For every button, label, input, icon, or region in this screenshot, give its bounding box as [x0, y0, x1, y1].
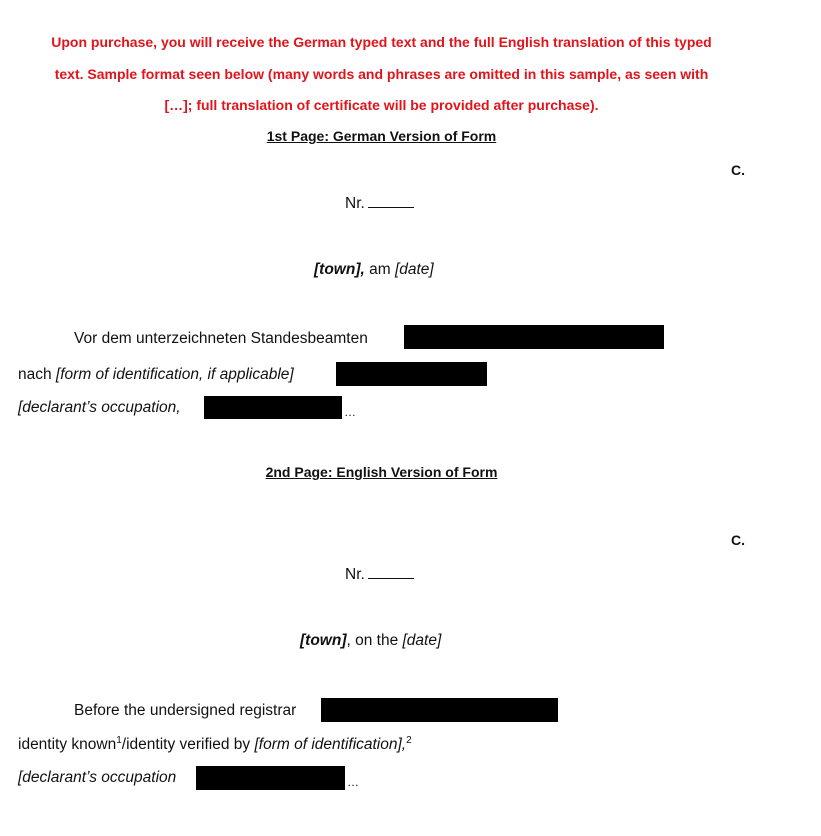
- english-number-field: [345, 566, 414, 584]
- german-nach-text: nach: [18, 366, 56, 383]
- german-redaction-3: [204, 396, 342, 419]
- english-identification-placeholder: [form of identification],: [254, 736, 407, 753]
- german-number-blank: [368, 195, 414, 208]
- english-redaction-2: [196, 766, 345, 790]
- german-number-label: Nr.: [345, 195, 365, 212]
- english-footnote-1: 1: [116, 734, 122, 746]
- german-identification-line: [18, 366, 294, 384]
- english-footnote-2: 2: [406, 734, 412, 746]
- english-number-blank: [368, 566, 414, 579]
- english-number-label: Nr.: [345, 566, 365, 583]
- german-occupation-placeholder: [declarant’s occupation,: [18, 399, 181, 416]
- purchase-notice-line-2: text. Sample format seen below (many words and phrases are omitted in this sample, as seen with: [54, 66, 709, 82]
- german-redaction-2: [336, 362, 487, 386]
- german-redaction-1: [404, 325, 664, 349]
- german-identification-placeholder: [form of identification, if applicable]: [55, 366, 294, 383]
- german-am-text: am: [364, 261, 395, 278]
- purchase-notice-line-3: […]; full translation of certificate will be provided after purchase).: [164, 97, 599, 113]
- english-identification-line: [18, 736, 412, 754]
- english-date-placeholder: [date]: [402, 632, 442, 649]
- english-section-heading: 2nd Page: English Version of Form: [265, 464, 498, 480]
- german-number-field: [345, 195, 414, 213]
- german-date-placeholder: [date]: [394, 261, 434, 278]
- english-on-the-text: , on the: [346, 632, 403, 649]
- german-town-date-line: [314, 261, 434, 279]
- english-town-date-line: [300, 632, 441, 650]
- german-registrar-line: Vor dem unterzeichneten Standesbeamten: [74, 330, 368, 347]
- german-town-placeholder: [town],: [314, 261, 365, 278]
- english-ellipsis: …: [347, 775, 359, 789]
- english-occupation-placeholder: [declarant’s occupation: [18, 769, 177, 786]
- english-corner-mark: C.: [731, 532, 745, 548]
- purchase-notice-line-1: Upon purchase, you will receive the German typed text and the full English translation of this typed: [51, 34, 712, 50]
- german-section-heading: 1st Page: German Version of Form: [266, 128, 497, 144]
- english-identity-known-text: identity known: [18, 736, 117, 753]
- english-town-placeholder: [town]: [300, 632, 347, 649]
- english-identity-verified-text: /identity verified by: [121, 736, 255, 753]
- german-ellipsis: …: [344, 405, 356, 419]
- german-corner-mark: C.: [731, 162, 745, 178]
- english-redaction-1: [321, 698, 558, 722]
- english-registrar-line: Before the undersigned registrar: [74, 702, 297, 719]
